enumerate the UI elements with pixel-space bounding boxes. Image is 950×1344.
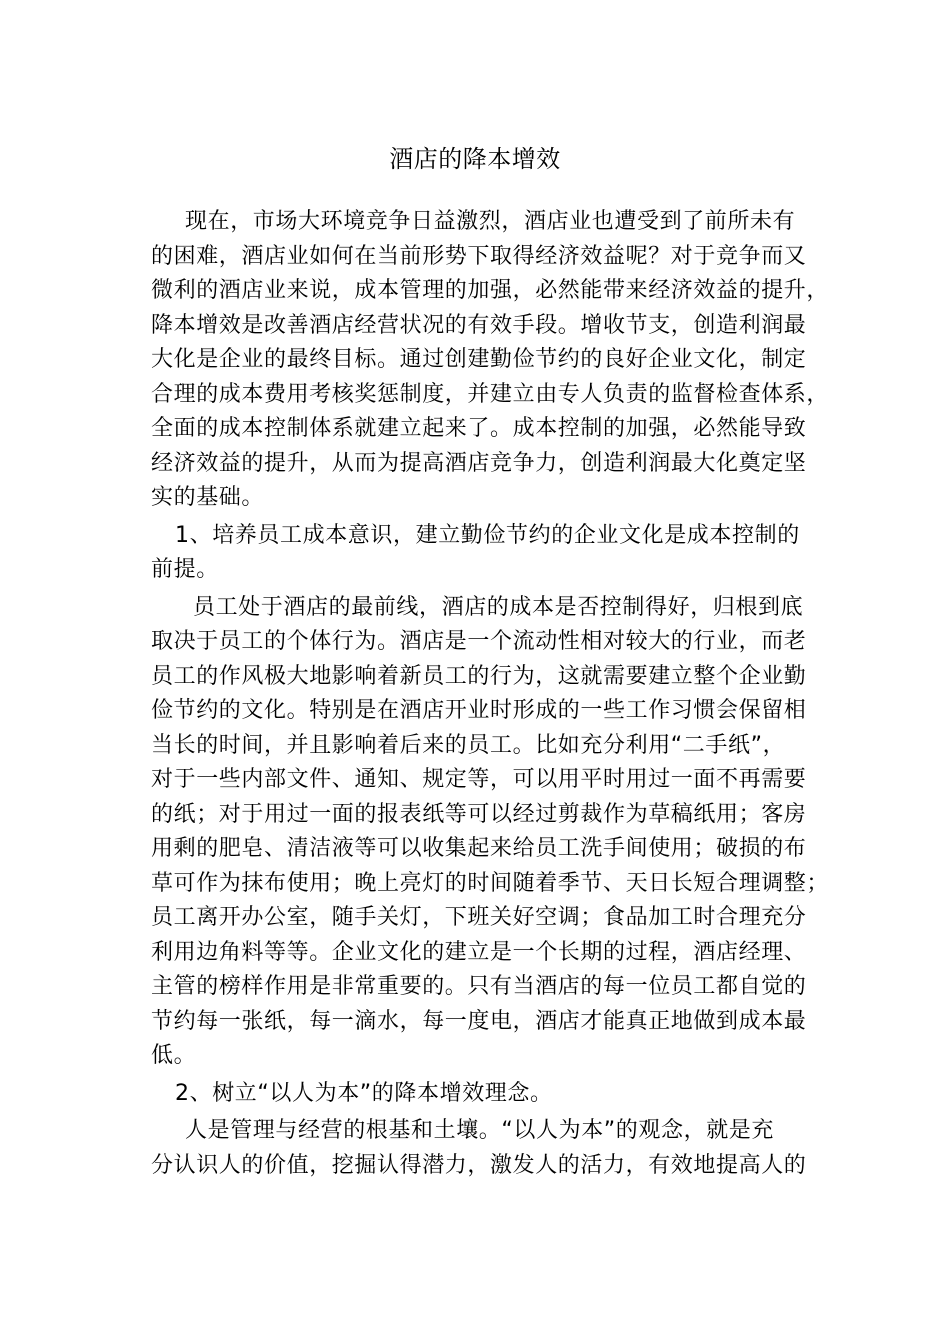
- paragraph-line: 现在，市场大环境竞争日益激烈，酒店业也遭受到了前所未有: [185, 209, 796, 234]
- paragraph-line: 实的基础。: [151, 485, 265, 510]
- document-title: 酒店的降本增效: [389, 145, 561, 173]
- paragraph-line: 全面的成本控制体系就建立起来了。成本控制的加强，必然能导致: [151, 416, 807, 441]
- paragraph-line: 主管的榜样作用是非常重要的。只有当酒店的每一位员工都自觉的: [151, 974, 807, 999]
- paragraph-line: 微利的酒店业来说，成本管理的加强，必然能带来经济效益的提升，: [151, 278, 830, 303]
- section-heading: 前提。: [151, 557, 219, 582]
- paragraph-line: 经济效益的提升，从而为提高酒店竞争力，创造利润最大化奠定坚: [151, 450, 807, 476]
- paragraph-line: 取决于员工的个体行为。酒店是一个流动性相对较大的行业，而老: [151, 629, 807, 654]
- paragraph-line: 员工处于酒店的最前线，酒店的成本是否控制得好，归根到底: [193, 594, 804, 620]
- paragraph-line: 的困难，酒店业如何在当前形势下取得经济效益呢？对于竞争而又: [151, 243, 807, 269]
- paragraph-line: 俭节约的文化。特别是在酒店开业时形成的一些工作习惯会保留相: [151, 698, 807, 723]
- paragraph-line: 员工离开办公室，随手关灯，下班关好空调；食品加工时合理充分: [151, 905, 807, 930]
- paragraph-line: 人是管理与经营的根基和土壤。“以人为本”的观念，就是充: [185, 1118, 774, 1143]
- paragraph-line: 节约每一张纸，每一滴水，每一度电，酒店才能真正地做到成本最: [151, 1008, 807, 1034]
- paragraph-line: 用剩的肥皂、清洁液等可以收集起来给员工洗手间使用；破损的布: [151, 836, 807, 861]
- section-heading: 2、树立“以人为本”的降本增效理念。: [175, 1080, 553, 1106]
- paragraph-line: 草可作为抹布使用；晚上亮灯的时间随着季节、天日长短合理调整；: [151, 870, 830, 896]
- paragraph-line: 大化是企业的最终目标。通过创建勤俭节约的良好企业文化，制定: [151, 347, 807, 372]
- paragraph-line: 分认识人的价值，挖掘认得潜力，激发人的活力，有效地提高人的: [151, 1152, 807, 1178]
- document-body: [151, 205, 831, 1183]
- paragraph-line: 的纸；对于用过一面的报表纸等可以经过剪裁作为草稿纸用；客房: [151, 801, 807, 827]
- paragraph-line: 利用边角料等等。企业文化的建立是一个长期的过程，酒店经理、: [151, 939, 807, 965]
- paragraph-line: 低。: [151, 1043, 197, 1068]
- section-heading: 1、培养员工成本意识，建立勤俭节约的企业文化是成本控制的: [175, 522, 800, 548]
- paragraph-line: 对于一些内部文件、通知、规定等，可以用平时用过一面不再需要: [151, 767, 807, 792]
- paragraph-line: 员工的作风极大地影响着新员工的行为，这就需要建立整个企业勤: [151, 663, 807, 689]
- paragraph-line: 当长的时间，并且影响着后来的员工。比如充分利用“二手纸”，: [151, 732, 786, 758]
- paragraph-line: 合理的成本费用考核奖惩制度，并建立由专人负责的监督检查体系，: [151, 381, 830, 407]
- paragraph-line: 降本增效是改善酒店经营状况的有效手段。增收节支，创造利润最: [151, 312, 807, 338]
